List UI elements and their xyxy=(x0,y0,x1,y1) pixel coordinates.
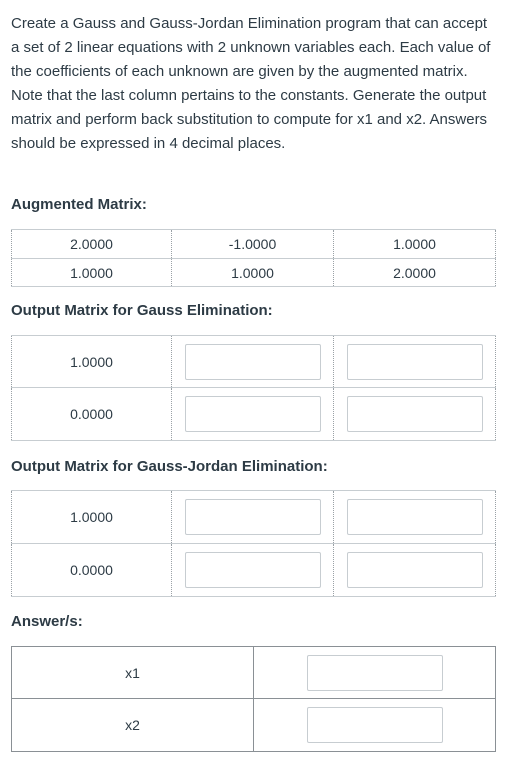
table-row xyxy=(12,699,496,752)
gauss-r2c2-input[interactable] xyxy=(185,396,321,432)
table-row xyxy=(12,388,496,441)
matrix-cell: 1.0000 xyxy=(334,230,496,259)
matrix-cell: 1.0000 xyxy=(12,491,172,544)
matrix-cell: 2.0000 xyxy=(12,230,172,259)
table-row xyxy=(12,491,496,544)
table-row xyxy=(12,544,496,597)
x1-answer-input[interactable] xyxy=(307,655,443,691)
gj-r2c3-input[interactable] xyxy=(347,552,483,588)
matrix-cell: 2.0000 xyxy=(334,259,496,287)
table-row xyxy=(12,230,496,259)
answers-title: Answer/s: xyxy=(11,613,83,630)
gauss-r1c3-input[interactable] xyxy=(347,344,483,380)
gj-r2c2-input[interactable] xyxy=(185,552,321,588)
x2-answer-input[interactable] xyxy=(307,707,443,743)
augmented-matrix-table xyxy=(11,229,496,287)
augmented-matrix-title: Augmented Matrix: xyxy=(11,196,147,213)
gauss-r2c3-input[interactable] xyxy=(347,396,483,432)
gj-r1c2-input[interactable] xyxy=(185,499,321,535)
gauss-jordan-output-table xyxy=(11,490,496,597)
gauss-output-title: Output Matrix for Gauss Elimination: xyxy=(11,302,273,319)
table-row xyxy=(12,259,496,287)
gj-r1c3-input[interactable] xyxy=(347,499,483,535)
answer-label-x2: x2 xyxy=(12,699,254,752)
answers-table xyxy=(11,646,496,752)
gauss-r1c2-input[interactable] xyxy=(185,344,321,380)
matrix-cell: 1.0000 xyxy=(12,259,172,287)
matrix-cell: 0.0000 xyxy=(12,388,172,441)
matrix-cell: -1.0000 xyxy=(172,230,334,259)
answer-label-x1: x1 xyxy=(12,647,254,699)
table-row xyxy=(12,336,496,388)
gauss-jordan-output-title: Output Matrix for Gauss-Jordan Elimination: xyxy=(11,458,328,475)
table-row xyxy=(12,647,496,699)
gauss-output-table xyxy=(11,335,496,441)
matrix-cell: 0.0000 xyxy=(12,544,172,597)
matrix-cell: 1.0000 xyxy=(12,336,172,388)
matrix-cell: 1.0000 xyxy=(172,259,334,287)
problem-prompt: Create a Gauss and Gauss-Jordan Elimination program that can accept a set of 2 linear equations with 2 unknown variables each. Each value of the coefficients of each unknown are given by the augmented matrix. Note that the last column pertains to the constants. Generate the output matrix and perform back substitution to compute for x1 and x2. Answers should be expressed in 4 decimal places. xyxy=(11,15,491,152)
